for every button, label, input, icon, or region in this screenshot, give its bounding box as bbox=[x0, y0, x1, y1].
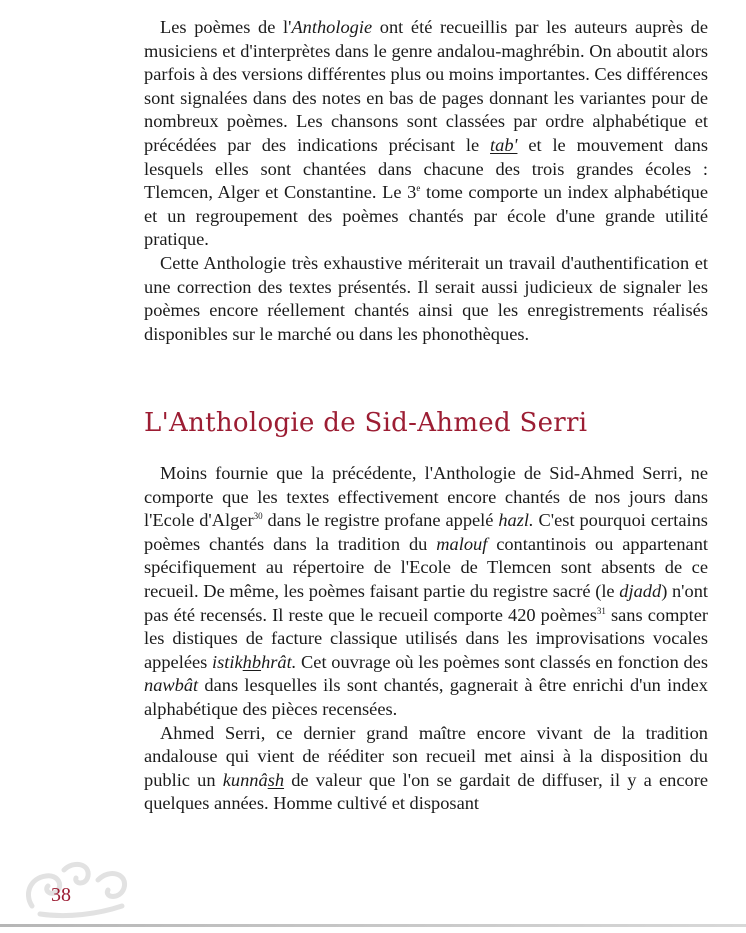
section-heading: L'Anthologie de Sid-Ahmed Serri bbox=[144, 408, 588, 438]
decorative-swirl-icon bbox=[18, 856, 138, 920]
paragraph: Cette Anthologie très exhaustive mériterait un travail d'authentification et une correction des textes présentés. Il serait aussi judicieux de signaler les poèmes encore réellement chantés ainsi que les enregistrements réalisés disponibles sur le marché ou dans les phonothèques. bbox=[144, 252, 708, 344]
text-run: Les poèmes de l' bbox=[160, 17, 292, 37]
text-run: kunnâ bbox=[222, 769, 268, 790]
text-run: tome comporte un index alphabétique et un regroupement des poèmes chantés par école d'une grande utilité pratique. bbox=[144, 182, 708, 250]
italic-term: tab' bbox=[490, 134, 518, 155]
text-run: ont été recueillis par les auteurs auprès de musiciens et d'interprètes dans le genre andalou-maghrébin. On aboutit alors parfois à des versions différentes plus ou moins importantes. Ces différences sont signalées dans des notes en bas de pages donnant les variantes pour de nombreux poèmes. Les chansons sont classées par ordre alphabétique et précédées par des indications précisant le bbox=[144, 17, 708, 155]
italic-term bbox=[223, 770, 284, 790]
paragraph bbox=[144, 16, 708, 252]
italic-term: djadd bbox=[619, 580, 662, 601]
text-run: Moins fournie que la précédente, l'Anthologie de Sid-Ahmed Serri, ne comporte que les textes effectivement encore chantés de nos jours dans l'Ecole d'Alger bbox=[144, 463, 708, 531]
superscript: e bbox=[416, 183, 421, 194]
text-run: contantinois ou appartenant spécifiquement au répertoire de l'Ecole de Tlemcen sont absents de ce recueil. De même, les poèmes faisant partie du registre sacré (le bbox=[144, 533, 709, 601]
footnote-ref: 30 bbox=[253, 511, 263, 522]
text-run: sans compter les distiques de facture classique utilisés dans les improvisations vocales appelées bbox=[144, 604, 709, 672]
text-run: istik bbox=[212, 651, 243, 672]
page-bottom-rule bbox=[0, 924, 746, 927]
text-run: Ahmed Serri, ce dernier grand maître encore vivant de la tradition andalouse qui vient de rééditer son recueil met ainsi à la disposition du public un bbox=[144, 722, 708, 790]
text-run: Cet ouvrage où les poèmes sont classés en fonction des bbox=[296, 651, 708, 672]
italic-term: Anthologie bbox=[291, 17, 373, 37]
text-run: C'est pourquoi certains poèmes chantés dans la tradition du bbox=[144, 510, 708, 554]
underlined-digraph: sh bbox=[267, 769, 285, 790]
text-run: et le mouvement dans lesquels elles sont chantées dans chacune des trois grandes écoles : Tlemcen, Alger et Constantine. Le 3 bbox=[144, 134, 708, 203]
italic-term: nawbât bbox=[144, 675, 199, 696]
italic-term: hazl. bbox=[498, 510, 534, 531]
text-run: dans le registre profane appelé bbox=[262, 510, 499, 531]
text-run: hrât. bbox=[261, 651, 297, 672]
text-run: de valeur que l'on se gardait de diffuser, il y a encore quelques années. Homme cultivé et disposant bbox=[144, 769, 708, 814]
paragraph bbox=[144, 462, 708, 722]
footnote-ref: 31 bbox=[596, 605, 606, 616]
page-number: 38 bbox=[51, 884, 71, 906]
italic-term: malouf bbox=[436, 533, 488, 554]
text-run: ) n'ont pas été recensés. Il reste que le recueil comporte 420 poèmes bbox=[144, 580, 709, 625]
section-text-block bbox=[144, 462, 708, 816]
underlined-digraph: hb bbox=[242, 651, 262, 672]
paragraph bbox=[144, 722, 708, 816]
text-run: dans lesquelles ils sont chantés, gagnerait à être enrichi d'un index alphabétique des pièces recensées. bbox=[144, 675, 708, 719]
intro-text-block bbox=[144, 16, 708, 346]
italic-term bbox=[212, 652, 296, 672]
